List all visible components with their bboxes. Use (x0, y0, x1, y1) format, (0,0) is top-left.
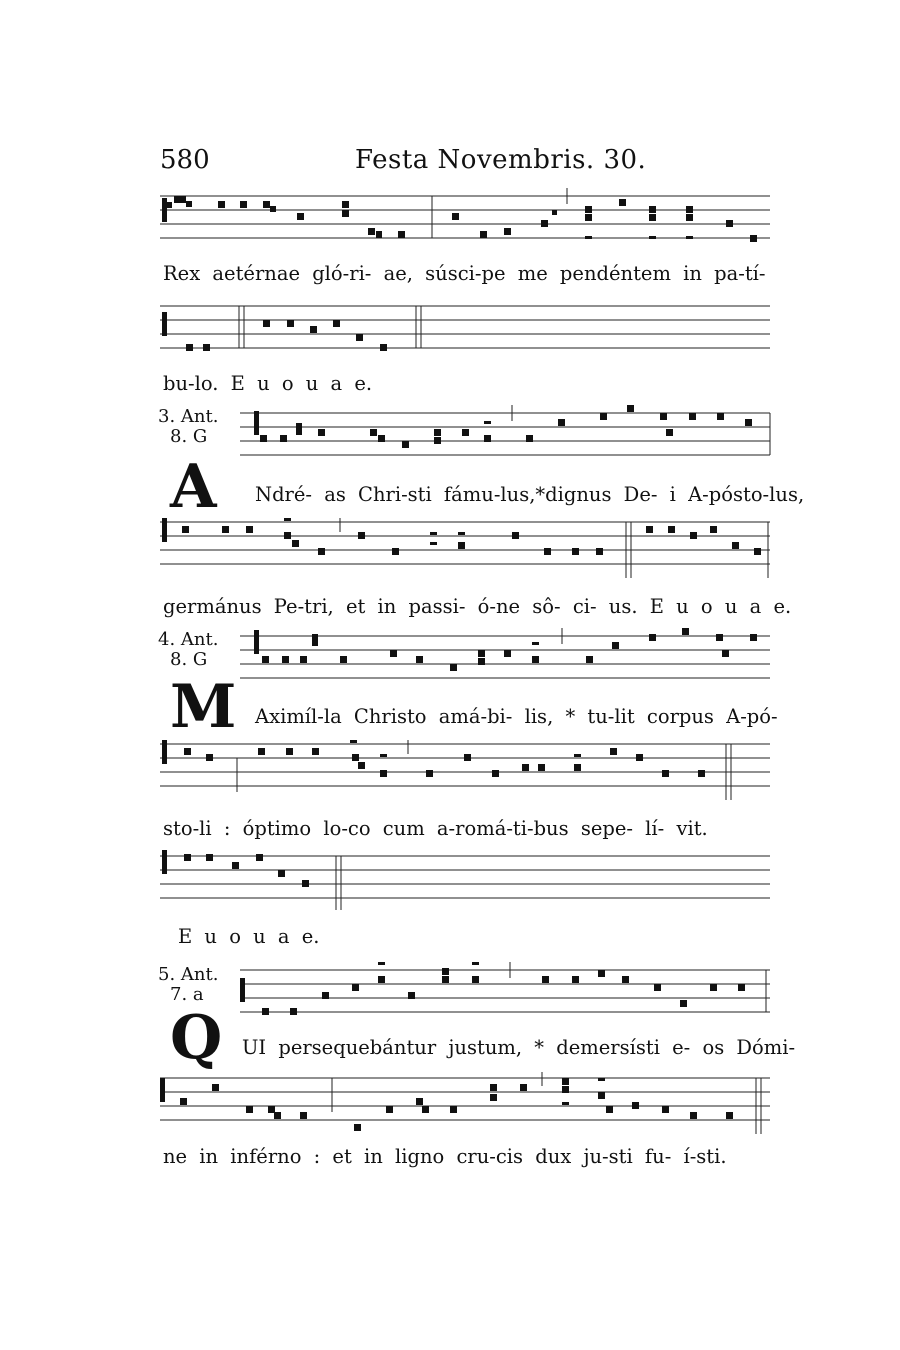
staff-9 (160, 1072, 770, 1134)
staff-6 (160, 740, 770, 800)
chant-staff (160, 518, 770, 578)
lyric-line-2: bu-lo. E u o u a e. (163, 372, 373, 395)
lyric-line-8: UI persequebántur justum, * demersísti e- os Dómi- (242, 1036, 796, 1059)
lyric-line-9: ne in inférno : et in ligno cru-cis dux ju-sti fu- í-sti. (163, 1145, 727, 1168)
antiphon-5-label (158, 965, 218, 1005)
chant-staff (240, 962, 770, 1024)
antiphon-mode: 8. G (170, 649, 208, 670)
chant-staff (240, 405, 770, 465)
staff-7 (160, 850, 770, 910)
page-number: 580 (160, 145, 210, 175)
lyric-line-4: germánus Pe-tri, et in passi- ó-ne sô- ci- us. E u o u a e. (163, 595, 792, 618)
initial-letter: Q (170, 1003, 223, 1073)
initial-letter: A (170, 452, 217, 522)
chant-staff (160, 740, 770, 800)
staff-3 (240, 405, 770, 465)
chant-staff (160, 1072, 770, 1134)
lyric-line-3: Ndré- as Chri-sti fámu-lus,*dignus De- i A-pósto-lus, (255, 483, 805, 506)
lyric-line-7: E u o u a e. (178, 925, 320, 948)
staff-4 (160, 518, 770, 578)
staff-8 (240, 962, 770, 1024)
lyric-line-5: Aximíl-la Christo amá-bi- lis, * tu-lit corpus A-pó- (255, 705, 778, 728)
chant-staff (160, 302, 770, 362)
page-title: Festa Novembris. 30. (355, 145, 647, 175)
staff-2 (160, 302, 770, 362)
staff-1 (160, 192, 770, 252)
antiphon-3-label (158, 407, 218, 447)
initial-letter: M (170, 672, 237, 742)
lyric-line-1: Rex aetérnae gló-ri- ae, súsci-pe me pendéntem in pa-tí- (163, 262, 766, 285)
antiphon-mode: 8. G (170, 426, 208, 447)
lyric-line-6: sto-li : óptimo lo-co cum a-romá-ti-bus sepe- lí- vit. (163, 817, 708, 840)
antiphon-number: 3. Ant. (158, 406, 219, 427)
antiphon-number: 4. Ant. (158, 629, 219, 650)
antiphon-number: 5. Ant. (158, 964, 219, 985)
page-header (160, 145, 770, 185)
chant-staff (240, 628, 770, 688)
antiphon-4-label (158, 630, 218, 670)
chant-staff (160, 192, 770, 252)
staff-5 (240, 628, 770, 688)
antiphon-mode: 7. a (170, 984, 204, 1005)
chant-staff (160, 850, 770, 910)
